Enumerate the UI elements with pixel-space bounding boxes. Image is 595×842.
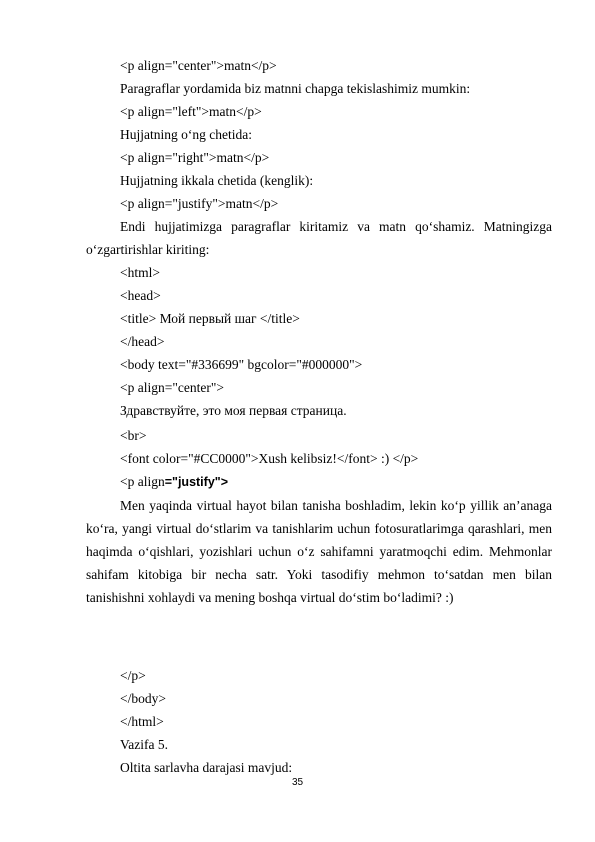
text-line: Oltita sarlavha darajasi mavjud: bbox=[120, 760, 293, 775]
code-line: Здравствуйте, это моя первая страница. bbox=[120, 403, 347, 418]
code-line: <font color="#CC0000">Xush kelibsiz!</font> :) </p> bbox=[120, 451, 419, 466]
code-line bbox=[120, 474, 228, 490]
task-heading: Vazifa 5. bbox=[120, 737, 168, 752]
code-line: <body text="#336699" bgcolor="#000000"> bbox=[120, 357, 363, 372]
code-line: <p align="justify">matn</p> bbox=[120, 196, 279, 211]
text-line: Hujjatning ikkala chetida (kenglik): bbox=[120, 173, 314, 188]
text-line: Hujjatning o‘ng chetida: bbox=[120, 127, 252, 142]
code-line: </head> bbox=[120, 334, 165, 349]
code-line: <p align="center">matn</p> bbox=[120, 58, 277, 73]
paragraph-instructions: Endi hujjatimizga paragraflar kiritamiz va matn qo‘shamiz. Matningizga o‘zgartirishlar kiriting: bbox=[86, 219, 552, 257]
text-line: Paragraflar yordamida biz matnni chapga tekislashimiz mumkin: bbox=[120, 81, 471, 96]
code-line: <title> Мой первый шаг </title> bbox=[120, 311, 300, 326]
code-line: <p align="left">matn</p> bbox=[120, 104, 262, 119]
paragraph-body: Men yaqinda virtual hayot bilan tanisha boshladim, lekin ko‘p yillik an’anaga ko‘ra, yangi virtual do‘stlarim va tanishlarim uchun fotosuratlarimga qarashlari, men haqimda o‘qishlari, yozishlari uchun o‘z sahifamni yaratmoqchi edim. Mehmonlar sahifam kitobiga bir necha satr. Yoki tasodifiy mehmon to‘satdan men bilan tanishishni xohlaydi va mening boshqa virtual do‘stim bo‘ladimi? :) bbox=[86, 498, 552, 605]
code-line: <html> bbox=[120, 265, 160, 280]
code-fragment: <p align bbox=[120, 474, 165, 489]
code-line: <p align="center"> bbox=[120, 380, 224, 395]
code-line: <head> bbox=[120, 288, 161, 303]
code-line: </html> bbox=[120, 714, 164, 729]
code-line: <br> bbox=[120, 428, 147, 443]
code-fragment-bold: ="justify"> bbox=[164, 475, 228, 489]
code-line: </p> bbox=[120, 668, 146, 683]
code-line: </body> bbox=[120, 691, 166, 706]
page-number: 35 bbox=[291, 777, 304, 788]
code-line: <p align="right">matn</p> bbox=[120, 150, 270, 165]
